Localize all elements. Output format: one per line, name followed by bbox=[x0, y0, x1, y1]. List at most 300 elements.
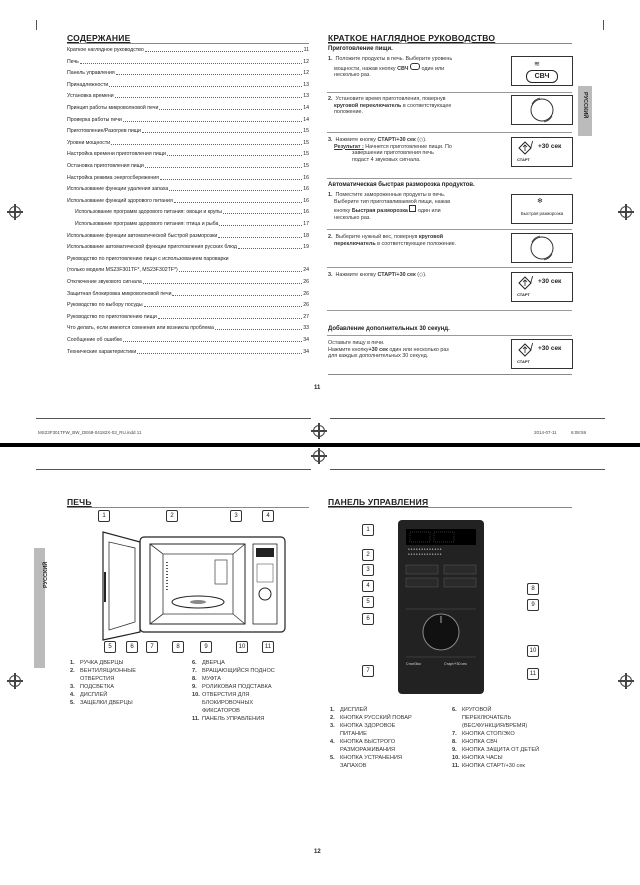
toc-item-page: 16 bbox=[303, 186, 309, 193]
toc-dots bbox=[174, 202, 302, 203]
start-label: СТАРТ bbox=[517, 292, 530, 297]
legend-number: 10. bbox=[452, 755, 460, 761]
panel-title: ПАНЕЛЬ УПРАВЛЕНИЯ bbox=[328, 497, 429, 507]
callout-number: 7 bbox=[146, 641, 158, 653]
toc-item[interactable] bbox=[67, 105, 309, 112]
toc-item-page: 15 bbox=[303, 163, 309, 169]
cooking-step-2: 2. Установите время приготовления, повернув круговой переключатель в соответствующее положение. bbox=[328, 96, 452, 116]
toc-item-page: 14 bbox=[303, 116, 309, 123]
callout-number: 9 bbox=[200, 641, 212, 653]
legend-text: КНОПКА БЫСТРОГО bbox=[340, 739, 396, 745]
defrost-button-illustration bbox=[511, 194, 573, 224]
add-line-a: Оставьте пищу в печи. bbox=[328, 340, 385, 346]
step3-line-a: Нажмите кнопку bbox=[335, 137, 376, 143]
language-tab bbox=[34, 548, 49, 668]
toc-item-title: Что делать, если имеются сомнения или возникла проблема bbox=[67, 325, 214, 332]
toc-item[interactable] bbox=[67, 163, 309, 170]
toc-item[interactable] bbox=[67, 325, 309, 332]
footer-rule-right bbox=[330, 418, 605, 419]
separator bbox=[327, 132, 572, 133]
toc-item[interactable] bbox=[67, 244, 309, 251]
toc-dots bbox=[143, 283, 302, 284]
callout-number: 6 bbox=[126, 641, 138, 653]
toc-item-title: (только модели MS23F301TF*, MS23F302TF*) bbox=[67, 267, 178, 274]
quick-guide-title: КРАТКОЕ НАГЛЯДНОЕ РУКОВОДСТВО bbox=[328, 33, 496, 43]
step1-svch: СВЧ bbox=[397, 65, 409, 72]
panel-legend-item bbox=[452, 731, 515, 738]
footer-date: 2014-07-11 bbox=[534, 430, 557, 435]
legend-text: КНОПКА ЗАЩИТА ОТ ДЕТЕЙ bbox=[462, 747, 540, 753]
callout-number: 2 bbox=[166, 510, 178, 522]
toc-dots bbox=[142, 132, 302, 133]
defrost-step-2: 2. Выберите нужный вес, повернув круговой переключатель в соответствующее положение. bbox=[328, 234, 457, 247]
d3-line-c: (◇). bbox=[417, 272, 427, 278]
toc-item[interactable] bbox=[75, 221, 309, 228]
oven-legend-item bbox=[192, 708, 240, 715]
toc-dots bbox=[123, 121, 302, 122]
legend-number: 3. bbox=[70, 684, 75, 690]
legend-text: РАЗМОРАЖИВАНИЯ bbox=[340, 747, 396, 753]
snowflake-icon: ❄ bbox=[537, 198, 543, 205]
toc-item[interactable] bbox=[67, 337, 309, 344]
legend-text: ПОДСВЕТКА bbox=[80, 684, 114, 690]
quick-guide-bottom-rule bbox=[328, 374, 572, 375]
panel-legend-item bbox=[452, 739, 497, 746]
toc-item-title: Панель управления bbox=[67, 70, 115, 77]
legend-number: 5. bbox=[330, 755, 335, 761]
oven-legend-item bbox=[70, 668, 136, 675]
toc-item[interactable] bbox=[67, 291, 309, 298]
start-button-illustration-1: / +30 сек СТАРТ bbox=[511, 137, 573, 167]
d1-line-c3: один или bbox=[417, 208, 441, 215]
legend-number: 1. bbox=[70, 660, 75, 666]
page-12 bbox=[0, 447, 640, 885]
legend-text: ДВЕРЦА bbox=[202, 660, 225, 666]
page-number: 12 bbox=[314, 849, 321, 855]
oven-legend-item bbox=[192, 716, 264, 723]
quick-guide-rule bbox=[328, 43, 572, 44]
oven-legend-item bbox=[70, 676, 114, 683]
language-tab bbox=[578, 86, 592, 136]
toc-dots bbox=[172, 295, 302, 296]
panel-legend-item bbox=[330, 763, 366, 770]
d1-line-d: несколько раз. bbox=[334, 214, 371, 221]
toc-item-title: Руководство по выбору посуды bbox=[67, 302, 143, 309]
panel-legend-item bbox=[452, 707, 491, 714]
legend-number: 2. bbox=[330, 715, 335, 721]
legend-text: КНОПКА СВЧ bbox=[462, 739, 498, 745]
toc-item[interactable] bbox=[67, 279, 309, 286]
toc-item-page: 27 bbox=[303, 313, 309, 320]
d1-line-a: Поместите замороженные продукты в печь. bbox=[335, 192, 446, 198]
result-line-b: завершении приготовления печь bbox=[351, 150, 434, 157]
legend-number: 4. bbox=[70, 692, 75, 698]
toc-item-title: Принцип работы микроволновой печи bbox=[67, 105, 159, 111]
toc-item-title: Принадлежности bbox=[67, 81, 109, 88]
separator bbox=[327, 229, 572, 230]
panel-legend-item bbox=[330, 739, 395, 746]
legend-text: ПИТАНИЕ bbox=[340, 731, 367, 737]
registration-mark-right bbox=[620, 206, 632, 218]
oven-legend-item bbox=[192, 684, 272, 691]
d1-line-c: кнопку bbox=[334, 208, 351, 215]
step2-line-c: положение. bbox=[334, 109, 364, 116]
d3-start: СТАРТ/+30 сек bbox=[377, 272, 416, 278]
registration-mark-left bbox=[9, 675, 21, 687]
toc-dots bbox=[158, 318, 302, 319]
d1-line-b: Выберите тип приготавливаемой пищи, нажав bbox=[334, 198, 451, 205]
start-label: СТАРТ bbox=[517, 157, 530, 162]
toc-item-page: 12 bbox=[303, 58, 309, 65]
toc-item[interactable] bbox=[67, 349, 309, 356]
cooking-step-3: 3. Нажмите кнопку СТАРТ/+30 сек (◇). Результат : Начнется приготовление пищи. По завершении приготовления печь подаст 4 звуковых сигнала. bbox=[328, 137, 452, 163]
svch-label: СВЧ bbox=[526, 70, 558, 83]
toc-item-title: Использование программ здорового питания: овощи и крупы bbox=[75, 209, 222, 216]
toc-item-page: 11 bbox=[303, 47, 309, 53]
callout-number: 1 bbox=[98, 510, 110, 522]
toc-item[interactable] bbox=[67, 82, 309, 89]
add-line-b3: один или несколько раз bbox=[389, 346, 449, 353]
toc-item[interactable] bbox=[67, 47, 309, 54]
header-rule-left bbox=[36, 469, 311, 470]
toc-dots bbox=[238, 248, 302, 249]
toc-item-title: Защитная блокировка микроволновой печи bbox=[67, 290, 172, 297]
footer-rule-left bbox=[36, 418, 311, 419]
add-plus30: +30 сек bbox=[368, 346, 388, 353]
toc-item[interactable] bbox=[67, 128, 309, 135]
step1-line-c: несколько раз. bbox=[334, 72, 371, 79]
toc-dots bbox=[223, 213, 302, 214]
toc-item[interactable] bbox=[67, 117, 309, 124]
dial-illustration bbox=[511, 95, 573, 125]
toc-dots bbox=[160, 179, 302, 180]
crop-mark bbox=[603, 20, 604, 30]
legend-number: 11. bbox=[192, 716, 200, 722]
step2-line-b2: в соответствующее bbox=[402, 102, 452, 109]
panel-legend-item bbox=[330, 731, 367, 738]
toc-item-page: 13 bbox=[303, 81, 309, 88]
legend-number: 3. bbox=[330, 723, 335, 729]
callout-number: 6 bbox=[362, 613, 374, 625]
separator bbox=[327, 92, 572, 93]
legend-number: 11. bbox=[452, 763, 460, 769]
toc-item-title: Установка времени bbox=[67, 93, 114, 100]
legend-text: БЛОКИРОВОЧНЫХ bbox=[202, 700, 254, 706]
start-button-illustration-2: / +30 сек СТАРТ bbox=[511, 272, 573, 302]
panel-legend-item bbox=[452, 715, 511, 722]
step1-line-b: мощности, нажав кнопку bbox=[334, 65, 396, 72]
toc-rule bbox=[67, 43, 309, 44]
toc-item[interactable] bbox=[67, 198, 309, 205]
language-tab-label: РУССКИЙ bbox=[43, 561, 49, 588]
legend-text: КНОПКА СТОП/ЭКО bbox=[462, 731, 515, 737]
oven-legend-item bbox=[192, 660, 225, 667]
toc-item-page: 16 bbox=[303, 209, 309, 216]
toc-dots bbox=[123, 341, 302, 342]
legend-number: 6. bbox=[192, 660, 197, 666]
plus30-label: +30 сек bbox=[538, 143, 562, 150]
panel-legend-item bbox=[330, 715, 412, 722]
d2-dial-b: переключатель bbox=[334, 240, 376, 247]
cooking-step-1: 1. Положите продукты в печь. Выберите уровень мощности, нажав кнопку СВЧ один или несколько раз. bbox=[328, 56, 453, 79]
oven-legend-item bbox=[70, 692, 107, 699]
plus30-label: +30 сек bbox=[538, 278, 562, 285]
callout-number: 2 bbox=[362, 549, 374, 561]
start-label: СТАРТ bbox=[517, 359, 530, 364]
toc-item[interactable] bbox=[67, 256, 309, 263]
callout-number: 4 bbox=[262, 510, 274, 522]
registration-mark-left bbox=[9, 206, 21, 218]
legend-text: ОТВЕРСТИЯ ДЛЯ bbox=[202, 692, 250, 698]
toc-dots bbox=[179, 271, 303, 272]
callout-number: 4 bbox=[362, 580, 374, 592]
legend-number: 9. bbox=[192, 684, 197, 690]
legend-text: РОЛИКОВАЯ ПОДСТАВКА bbox=[202, 684, 272, 690]
separator bbox=[327, 178, 572, 179]
toc-item-title: Проверка работы печи bbox=[67, 116, 122, 123]
toc-item-page: 26 bbox=[303, 302, 309, 309]
toc-item[interactable] bbox=[67, 186, 309, 193]
toc-item-page: 33 bbox=[303, 325, 309, 332]
toc-dots bbox=[167, 155, 302, 156]
toc-item[interactable] bbox=[67, 140, 309, 147]
add-line-b: Нажмите кнопку bbox=[328, 346, 369, 353]
separator bbox=[327, 310, 572, 311]
callout-number: 11 bbox=[262, 641, 274, 653]
legend-text: РУЧКА ДВЕРЦЫ bbox=[80, 660, 124, 666]
oven-rule bbox=[67, 507, 309, 508]
registration-mark-top bbox=[313, 450, 325, 462]
step3-line-c: (◇). bbox=[417, 137, 427, 143]
toc-item-title: Отключение звукового сигнала bbox=[67, 279, 142, 285]
defrost-label: Быстрая разморозка bbox=[520, 211, 564, 216]
toc-item[interactable] bbox=[67, 59, 309, 66]
legend-text: ДИСПЛЕЙ bbox=[80, 692, 108, 698]
registration-mark-bottom bbox=[313, 425, 325, 437]
toc-item-page: 34 bbox=[303, 348, 309, 355]
legend-text: КНОПКА ЗДОРОВОЕ bbox=[340, 723, 396, 729]
oven-legend-item bbox=[70, 660, 124, 667]
callout-number: 3 bbox=[230, 510, 242, 522]
toc-item-title: Настройка режима энергосбережения bbox=[67, 174, 159, 181]
control-panel-diagram bbox=[378, 517, 488, 697]
toc-item-title: Руководство по приготовлению пищи с использованием пароварки bbox=[67, 255, 229, 262]
header-rule-right bbox=[330, 469, 605, 470]
legend-text: МУФТА bbox=[202, 676, 221, 682]
add30-text bbox=[328, 340, 508, 360]
svch-inline-icon bbox=[410, 63, 420, 70]
step1-line-a: Положите продукты в печь. Выберите уровень bbox=[335, 56, 453, 62]
legend-text: КНОПКА СТАРТ/+30 сек bbox=[462, 763, 525, 769]
callout-number: 7 bbox=[362, 665, 374, 677]
legend-text: ДИСПЛЕЙ bbox=[340, 707, 368, 713]
toc-dots bbox=[219, 225, 302, 226]
toc-dots bbox=[116, 74, 303, 75]
add30-heading: Добавление дополнительных 30 секунд. bbox=[328, 326, 450, 332]
toc-dots bbox=[80, 63, 302, 64]
registration-mark-right bbox=[620, 675, 632, 687]
oven-title: ПЕЧЬ bbox=[67, 497, 92, 507]
toc-item-title: Использование программ здорового питания: птица и рыба bbox=[75, 221, 219, 227]
toc-dots bbox=[169, 190, 302, 191]
separator bbox=[327, 267, 572, 268]
toc-item-title: Краткое наглядное руководство bbox=[67, 47, 144, 53]
callout-number: 10 bbox=[527, 645, 539, 657]
callout-number: 8 bbox=[527, 583, 539, 595]
legend-text: ВЕНТИЛЯЦИОННЫЕ bbox=[80, 668, 136, 674]
d3-line-a: Нажмите кнопку bbox=[335, 272, 376, 278]
toc-dots bbox=[109, 86, 302, 87]
toc-dots bbox=[159, 109, 302, 110]
step1-line-b3: один или bbox=[421, 65, 445, 72]
callout-number: 1 bbox=[362, 524, 374, 536]
oven-legend-item bbox=[70, 700, 133, 707]
d2-line-b2: в соответствующее положение. bbox=[377, 240, 457, 247]
crop-mark bbox=[36, 20, 37, 30]
toc-item[interactable] bbox=[75, 209, 309, 216]
step2-line-a: Установите время приготовления, повернув bbox=[335, 96, 446, 102]
toc-item-title: Печь bbox=[67, 58, 79, 65]
toc-item-title: Остановка приготовления пищи bbox=[67, 163, 144, 169]
panel-legend-item bbox=[330, 723, 395, 730]
toc-item-title: Использование функций здорового питания bbox=[67, 197, 173, 204]
legend-number: 2. bbox=[70, 668, 75, 674]
legend-text: (ВЕС/ФУНКЦИЯ/ВРЕМЯ) bbox=[462, 723, 528, 729]
oven-diagram bbox=[95, 522, 295, 652]
panel-legend-item bbox=[330, 707, 367, 714]
toc-dots bbox=[144, 306, 303, 307]
dial-icon bbox=[512, 96, 572, 124]
toc-item-page: 24 bbox=[303, 267, 309, 274]
toc-item[interactable] bbox=[67, 233, 309, 240]
toc-dots bbox=[145, 51, 303, 52]
panel-start-label: Старт/+30 сек bbox=[444, 662, 467, 666]
toc-item-title: Руководство по приготовлению пищи bbox=[67, 313, 157, 320]
toc-item[interactable] bbox=[67, 70, 309, 77]
toc-item[interactable] bbox=[67, 302, 309, 309]
panel-legend-item bbox=[452, 747, 539, 754]
defrost-step-3: 3. Нажмите кнопку СТАРТ/+30 сек (◇). bbox=[328, 272, 427, 278]
oven-legend-item bbox=[192, 676, 221, 683]
toc-item[interactable] bbox=[67, 267, 309, 274]
dial-illustration-2 bbox=[511, 233, 573, 263]
d2-dial-a: круговой bbox=[418, 234, 444, 240]
legend-number: 5. bbox=[70, 700, 75, 706]
toc-item-title: Сообщение об ошибке bbox=[67, 337, 123, 343]
legend-number: 7. bbox=[192, 668, 197, 674]
callout-number: 5 bbox=[104, 641, 116, 653]
svch-button-illustration bbox=[511, 56, 573, 86]
d2-line-a: Выберите нужный вес, повернув bbox=[335, 234, 418, 240]
toc-dots bbox=[137, 353, 302, 354]
toc-item-title: Уровни мощности bbox=[67, 139, 111, 146]
defrost-step-1: 1. Поместите замороженные продукты в печь. Выберите тип приготавливаемой пищи, нажав кнопку Быстрая разморозка один или несколько раз. bbox=[328, 192, 451, 221]
callout-number: 3 bbox=[362, 564, 374, 576]
dial-icon bbox=[512, 234, 572, 262]
toc-item-page: 26 bbox=[303, 290, 309, 297]
result-label: Результат : bbox=[334, 143, 364, 150]
legend-number: 10. bbox=[192, 692, 200, 698]
legend-number: 8. bbox=[192, 676, 197, 682]
legend-number: 9. bbox=[452, 747, 457, 753]
oven-legend-item bbox=[70, 684, 114, 691]
legend-number: 7. bbox=[452, 731, 457, 737]
toc-dots bbox=[111, 144, 302, 145]
legend-text: ВРАЩАЮЩИЙСЯ ПОДНОС bbox=[202, 668, 275, 674]
language-tab-label: РУССКИЙ bbox=[582, 92, 588, 119]
toc-item-page: 12 bbox=[303, 70, 309, 77]
legend-text: ОТВЕРСТИЯ bbox=[80, 676, 115, 682]
toc-item-page: 13 bbox=[303, 93, 309, 100]
legend-text: КНОПКА РУССКИЙ ПОВАР bbox=[340, 715, 412, 721]
legend-text: ПАНЕЛЬ УПРАВЛЕНИЯ bbox=[202, 716, 265, 722]
toc-title: СОДЕРЖАНИЕ bbox=[67, 33, 131, 43]
toc-dots bbox=[218, 237, 302, 238]
toc-item[interactable] bbox=[67, 314, 309, 321]
callout-number: 8 bbox=[172, 641, 184, 653]
footer-file: MS23F301TFW_BW_DE68-04182X-03_RU.indd 11 bbox=[38, 430, 142, 435]
toc-item-page: 19 bbox=[303, 244, 309, 251]
toc-item-page: 16 bbox=[303, 174, 309, 181]
legend-number: 1. bbox=[330, 707, 335, 713]
toc-item-page: 15 bbox=[303, 151, 309, 158]
callout-number: 9 bbox=[527, 599, 539, 611]
panel-legend-item bbox=[452, 723, 527, 730]
legend-text: ПЕРЕКЛЮЧАТЕЛЬ bbox=[462, 715, 512, 721]
panel-legend-item bbox=[452, 755, 503, 762]
toc-dots bbox=[215, 329, 302, 330]
toc-item-title: Настройка времени приготовления пищи bbox=[67, 151, 166, 158]
legend-text: КРУГОВОЙ bbox=[462, 707, 492, 713]
toc-item-page: 15 bbox=[303, 128, 309, 135]
start-button-illustration-3: / +30 сек СТАРТ bbox=[511, 339, 573, 369]
legend-number: 8. bbox=[452, 739, 457, 745]
callout-number: 11 bbox=[527, 668, 539, 680]
legend-text: КНОПКА УСТРАНЕНИЯ bbox=[340, 755, 402, 761]
legend-number: 6. bbox=[452, 707, 457, 713]
oven-legend-item bbox=[192, 700, 253, 707]
toc-item-page: 18 bbox=[303, 232, 309, 239]
legend-number: 4. bbox=[330, 739, 335, 745]
defrost-inline-icon bbox=[409, 205, 416, 212]
defrost-heading: Автоматическая быстрая разморозка продуктов. bbox=[328, 182, 475, 188]
legend-text: ЗАПАХОВ bbox=[340, 763, 367, 769]
toc-item-title: Использование функции автоматической быстрой разморозки bbox=[67, 232, 218, 239]
toc-item-page: 14 bbox=[303, 105, 309, 111]
callout-number: 5 bbox=[362, 596, 374, 608]
toc-item-page: 17 bbox=[303, 221, 309, 227]
microwave-waves-icon: ≋ bbox=[534, 61, 540, 68]
panel-legend-item bbox=[330, 747, 395, 754]
panel-rule bbox=[328, 507, 572, 508]
result-line-c: подаст 4 звуковых сигнала. bbox=[351, 156, 421, 163]
add-line-c: для каждых дополнительных 30 секунд. bbox=[328, 353, 429, 360]
toc-item-page: 26 bbox=[303, 279, 309, 285]
d1-defrost: Быстрая разморозка bbox=[351, 208, 408, 215]
step3-start: СТАРТ/+30 сек bbox=[377, 137, 416, 143]
toc-item[interactable] bbox=[67, 151, 309, 158]
result-line-a: Начнется приготовление пищи. По bbox=[365, 143, 452, 150]
svg-text:● ● ● ● ● ● ● ● ● ● ● ● ●: ● ● ● ● ● ● ● ● ● ● ● ● ● bbox=[408, 552, 442, 556]
legend-text: ФИКСАТОРОВ bbox=[202, 708, 240, 714]
toc-item[interactable] bbox=[67, 175, 309, 182]
callout-number: 10 bbox=[236, 641, 248, 653]
toc-item[interactable] bbox=[67, 93, 309, 100]
page-number: 11 bbox=[314, 385, 321, 391]
toc-item-page: 15 bbox=[303, 139, 309, 146]
toc-item-page: 16 bbox=[303, 197, 309, 204]
toc-item-title: Приготовление/Разогрев пищи bbox=[67, 128, 141, 135]
